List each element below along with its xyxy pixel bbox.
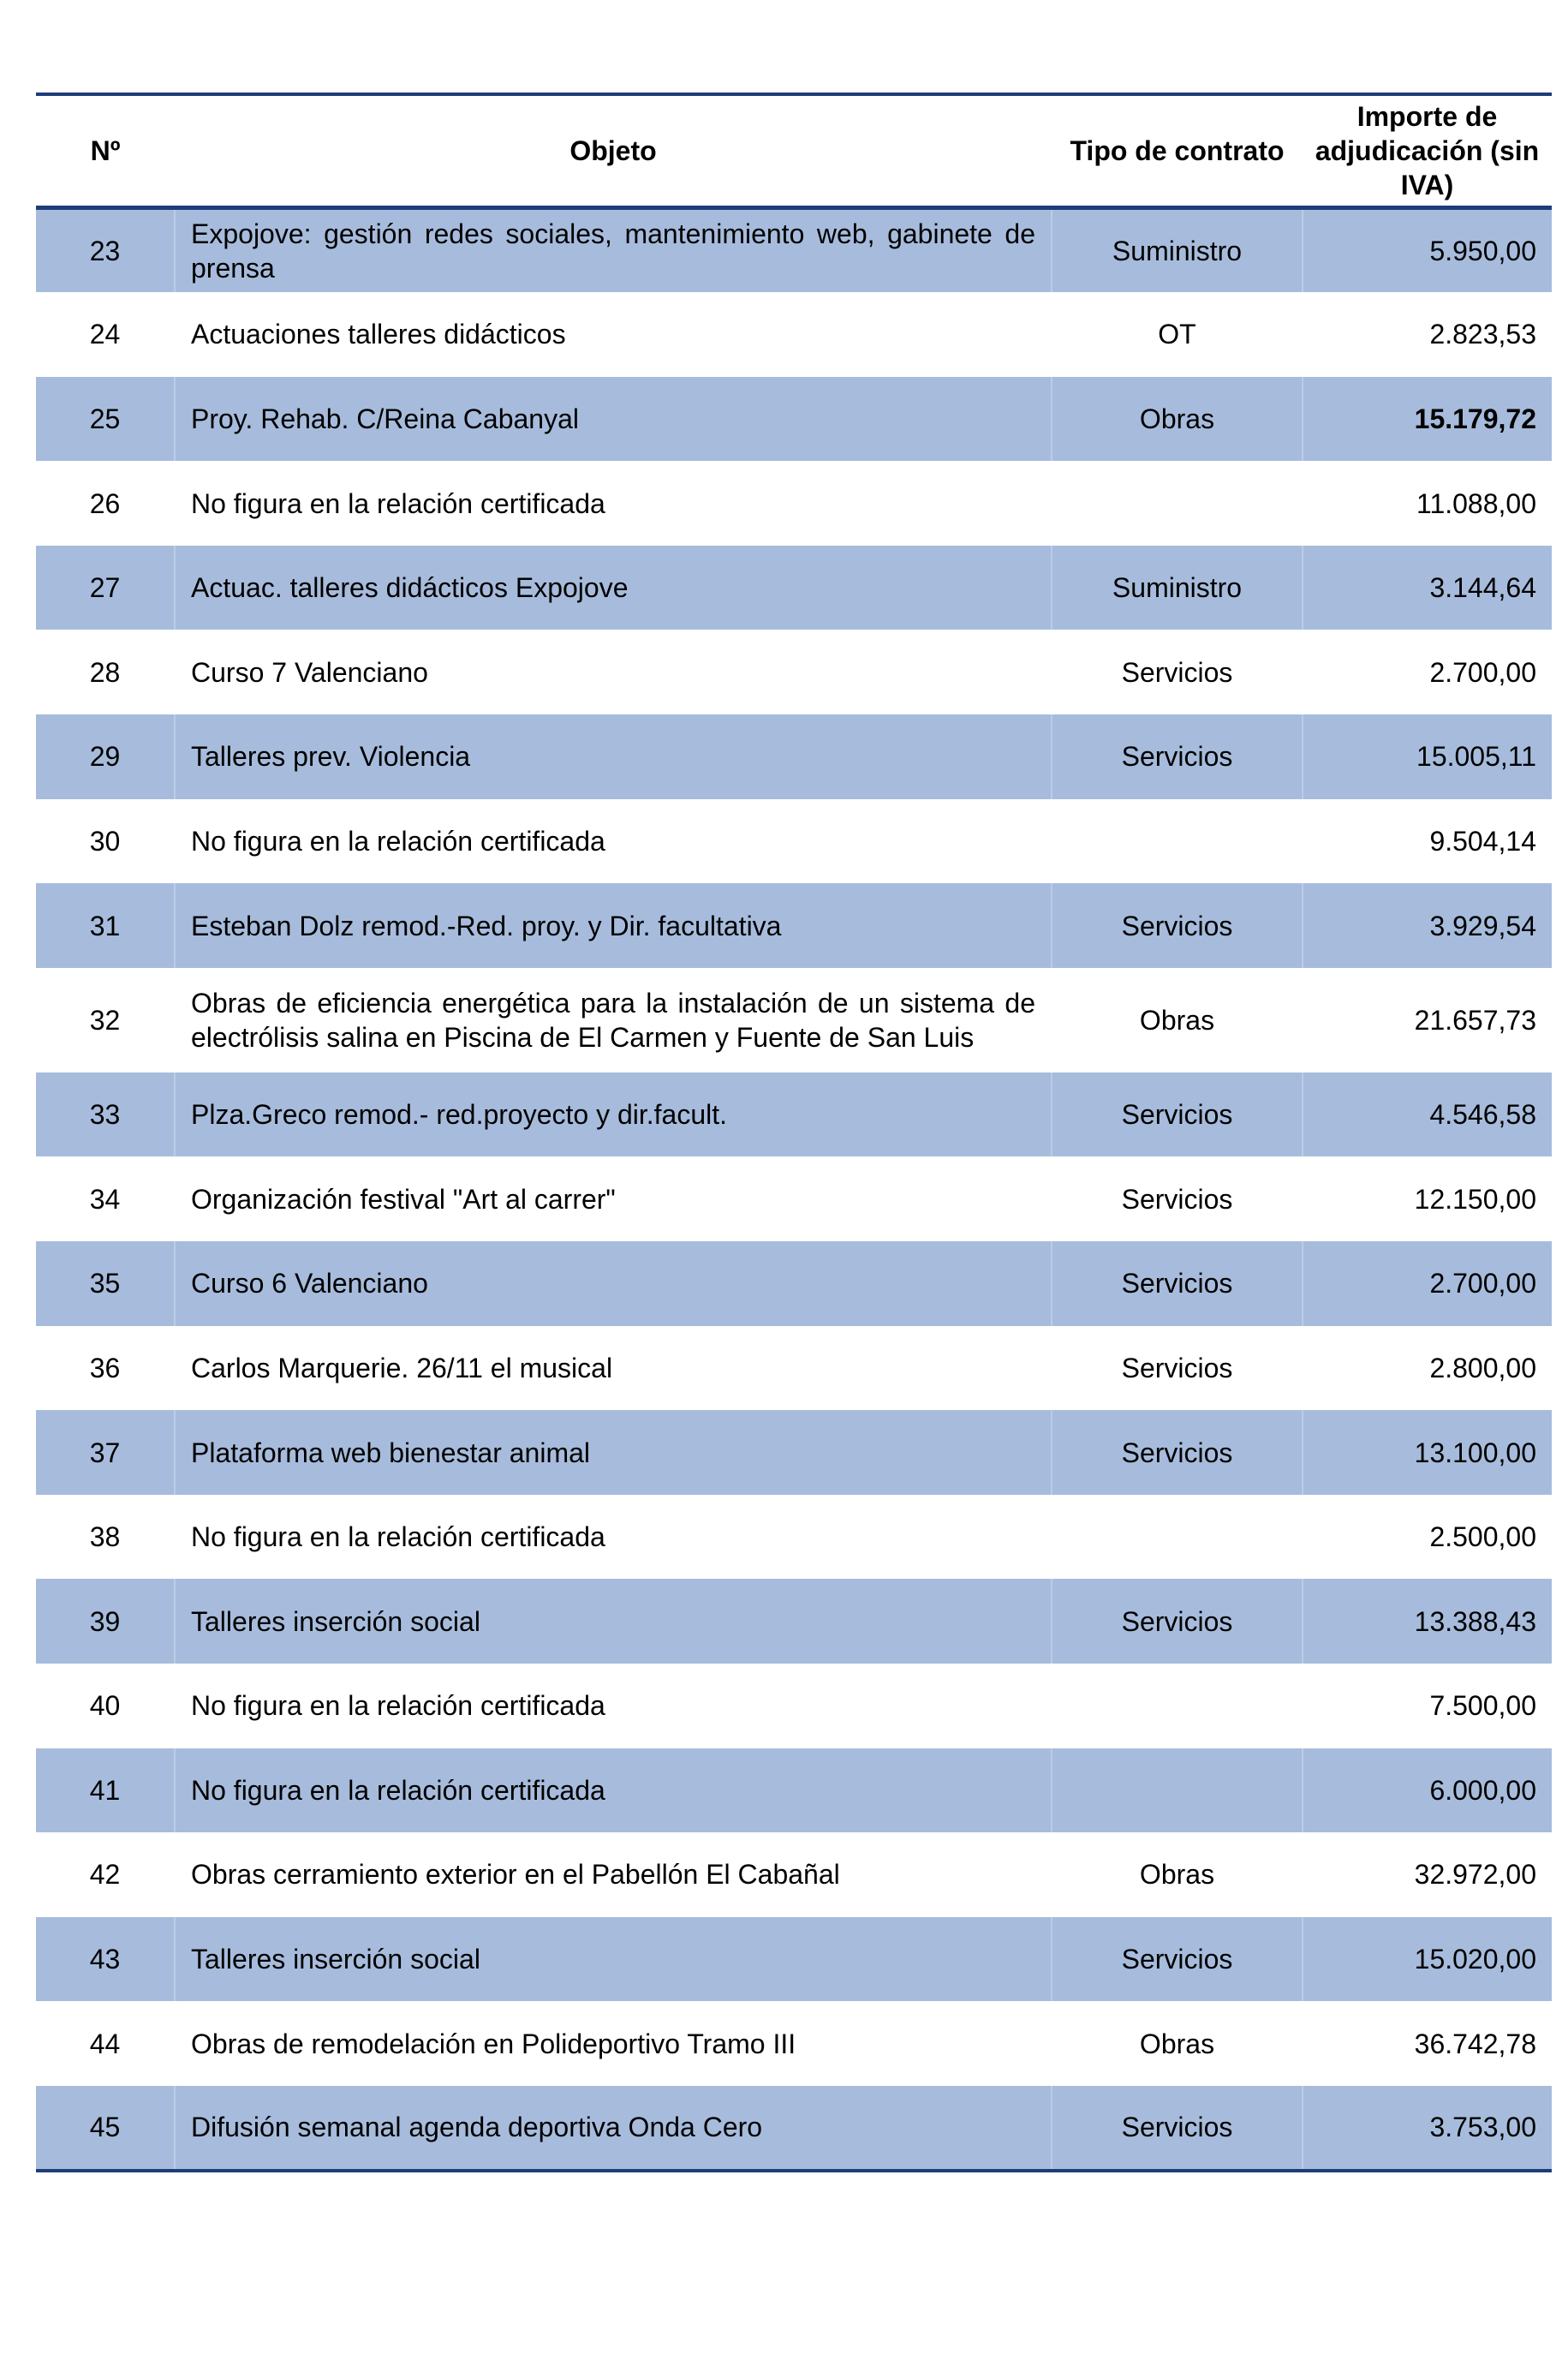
cell-objeto: Talleres prev. Violencia [175, 714, 1052, 799]
cell-importe: 2.500,00 [1429, 1521, 1536, 1553]
cell-importe: 15.005,11 [1303, 714, 1552, 799]
table-row [36, 1326, 1552, 1411]
table-row [36, 1156, 1552, 1241]
cell-objeto: Difusión semanal agenda deportiva Onda Cero [175, 2086, 1052, 2171]
cell-num: 33 [36, 1072, 175, 1157]
cell-num: 30 [36, 799, 175, 884]
cell-tipo: Suministro [1052, 546, 1303, 630]
table-row [36, 1664, 1552, 1748]
cell-objeto: No figura en la relación certificada [175, 1664, 1052, 1748]
table-row [36, 2001, 1552, 2086]
cell-importe: 2.800,00 [1429, 1352, 1536, 1383]
cell-tipo: Servicios [1052, 883, 1303, 968]
cell-tipo: Obras [1052, 968, 1303, 1072]
cell-importe: 32.972,00 [1414, 1859, 1536, 1891]
table-row [36, 1748, 1552, 1833]
cell-importe: 3.144,64 [1303, 546, 1552, 630]
table-row [36, 1495, 1552, 1580]
cell-tipo [1052, 799, 1303, 884]
cell-tipo: Servicios [1052, 1072, 1303, 1157]
cell-tipo: Servicios [1052, 714, 1303, 799]
table-row [36, 630, 1552, 714]
cell-objeto: Carlos Marquerie. 26/11 el musical [175, 1326, 1052, 1411]
cell-num: 38 [36, 1495, 175, 1580]
table-row [36, 292, 1552, 377]
cell-objeto: Proy. Rehab. C/Reina Cabanyal [175, 377, 1052, 462]
cell-importe: 2.823,53 [1429, 319, 1536, 350]
table-row [36, 461, 1552, 546]
table-body [36, 208, 1552, 2171]
cell-importe: 2.700,00 [1303, 1241, 1552, 1326]
cell-tipo [1052, 1664, 1303, 1748]
cell-tipo: Servicios [1052, 2086, 1303, 2171]
cell-num: 35 [36, 1241, 175, 1326]
cell-objeto: Obras de eficiencia energética para la instalación de un sistema de electrólisis salina en Piscina de El Carmen y Fuente de San Luis [175, 968, 1052, 1072]
cell-importe: 7.500,00 [1429, 1690, 1536, 1722]
cell-tipo: Obras [1052, 377, 1303, 462]
table-row [36, 1917, 1552, 2002]
cell-objeto: Plataforma web bienestar animal [175, 1410, 1052, 1495]
cell-num: 28 [36, 630, 175, 714]
cell-objeto: Obras cerramiento exterior en el Pabellón El Cabañal [175, 1832, 1052, 1917]
cell-importe: 13.388,43 [1303, 1579, 1552, 1664]
cell-importe: 6.000,00 [1303, 1748, 1552, 1833]
cell-num: 45 [36, 2086, 175, 2171]
header-tipo: Tipo de contrato [1052, 94, 1303, 208]
cell-num: 25 [36, 377, 175, 462]
cell-tipo [1052, 461, 1303, 546]
cell-objeto: Talleres inserción social [175, 1579, 1052, 1664]
cell-importe: 12.150,00 [1414, 1183, 1536, 1215]
cell-tipo: Servicios [1052, 1156, 1303, 1241]
cell-tipo: Suministro [1052, 208, 1303, 293]
contracts-table [36, 93, 1552, 2172]
table-row [36, 799, 1552, 884]
table-row [36, 2086, 1552, 2171]
table-row [36, 714, 1552, 799]
cell-objeto: Curso 7 Valenciano [175, 630, 1052, 714]
cell-tipo: Servicios [1052, 1410, 1303, 1495]
table-row [36, 1241, 1552, 1326]
cell-objeto: Actuac. talleres didácticos Expojove [175, 546, 1052, 630]
cell-objeto: Actuaciones talleres didácticos [175, 292, 1052, 377]
cell-objeto: No figura en la relación certificada [175, 1495, 1052, 1580]
cell-importe: 15.179,72 [1303, 377, 1552, 462]
cell-tipo: Obras [1052, 1832, 1303, 1917]
cell-objeto: No figura en la relación certificada [175, 1748, 1052, 1833]
cell-importe: 2.700,00 [1429, 656, 1536, 688]
cell-importe: 11.088,00 [1416, 487, 1536, 519]
cell-num: 36 [36, 1326, 175, 1411]
cell-num: 37 [36, 1410, 175, 1495]
table-row [36, 1832, 1552, 1917]
cell-importe: 13.100,00 [1303, 1410, 1552, 1495]
table-row [36, 968, 1552, 1072]
cell-tipo: Servicios [1052, 1917, 1303, 2002]
cell-objeto: No figura en la relación certificada [175, 461, 1052, 546]
cell-num: 23 [36, 208, 175, 293]
cell-num: 34 [36, 1156, 175, 1241]
cell-tipo: Servicios [1052, 1326, 1303, 1411]
header-num: Nº [36, 94, 175, 208]
header-row [36, 94, 1552, 208]
cell-tipo: OT [1052, 292, 1303, 377]
cell-objeto: Organización festival "Art al carrer" [175, 1156, 1052, 1241]
cell-importe: 4.546,58 [1303, 1072, 1552, 1157]
header-objeto: Objeto [175, 94, 1052, 208]
cell-objeto: Talleres inserción social [175, 1917, 1052, 2002]
header-importe: Importe de adjudicación (sin IVA) [1303, 94, 1552, 208]
cell-tipo: Servicios [1052, 630, 1303, 714]
cell-num: 29 [36, 714, 175, 799]
table-row [36, 1410, 1552, 1495]
table-header [36, 94, 1552, 208]
cell-num: 32 [36, 968, 175, 1072]
table-row [36, 1072, 1552, 1157]
cell-importe: 9.504,14 [1429, 825, 1536, 857]
cell-importe: 3.753,00 [1303, 2086, 1552, 2171]
cell-tipo [1052, 1748, 1303, 1833]
cell-num: 42 [36, 1832, 175, 1917]
cell-objeto: Expojove: gestión redes sociales, mantenimiento web, gabinete de prensa [175, 208, 1052, 293]
cell-num: 40 [36, 1664, 175, 1748]
table-row [36, 1579, 1552, 1664]
cell-tipo: Servicios [1052, 1241, 1303, 1326]
cell-importe: 5.950,00 [1303, 208, 1552, 293]
cell-importe: 21.657,73 [1414, 1004, 1536, 1036]
cell-num: 41 [36, 1748, 175, 1833]
cell-objeto: Plza.Greco remod.- red.proyecto y dir.facult. [175, 1072, 1052, 1157]
cell-importe: 3.929,54 [1303, 883, 1552, 968]
cell-num: 31 [36, 883, 175, 968]
cell-num: 43 [36, 1917, 175, 2002]
cell-num: 27 [36, 546, 175, 630]
cell-objeto: Esteban Dolz remod.-Red. proy. y Dir. facultativa [175, 883, 1052, 968]
cell-objeto: Curso 6 Valenciano [175, 1241, 1052, 1326]
table-row [36, 883, 1552, 968]
cell-num: 24 [36, 292, 175, 377]
cell-importe: 36.742,78 [1414, 2028, 1536, 2059]
cell-num: 44 [36, 2001, 175, 2086]
cell-tipo [1052, 1495, 1303, 1580]
cell-importe: 15.020,00 [1303, 1917, 1552, 2002]
table-row [36, 377, 1552, 462]
cell-tipo: Servicios [1052, 1579, 1303, 1664]
cell-objeto: Obras de remodelación en Polideportivo Tramo III [175, 2001, 1052, 2086]
cell-num: 26 [36, 461, 175, 546]
cell-tipo: Obras [1052, 2001, 1303, 2086]
cell-objeto: No figura en la relación certificada [175, 799, 1052, 884]
cell-num: 39 [36, 1579, 175, 1664]
table-row [36, 208, 1552, 293]
table-row [36, 546, 1552, 630]
